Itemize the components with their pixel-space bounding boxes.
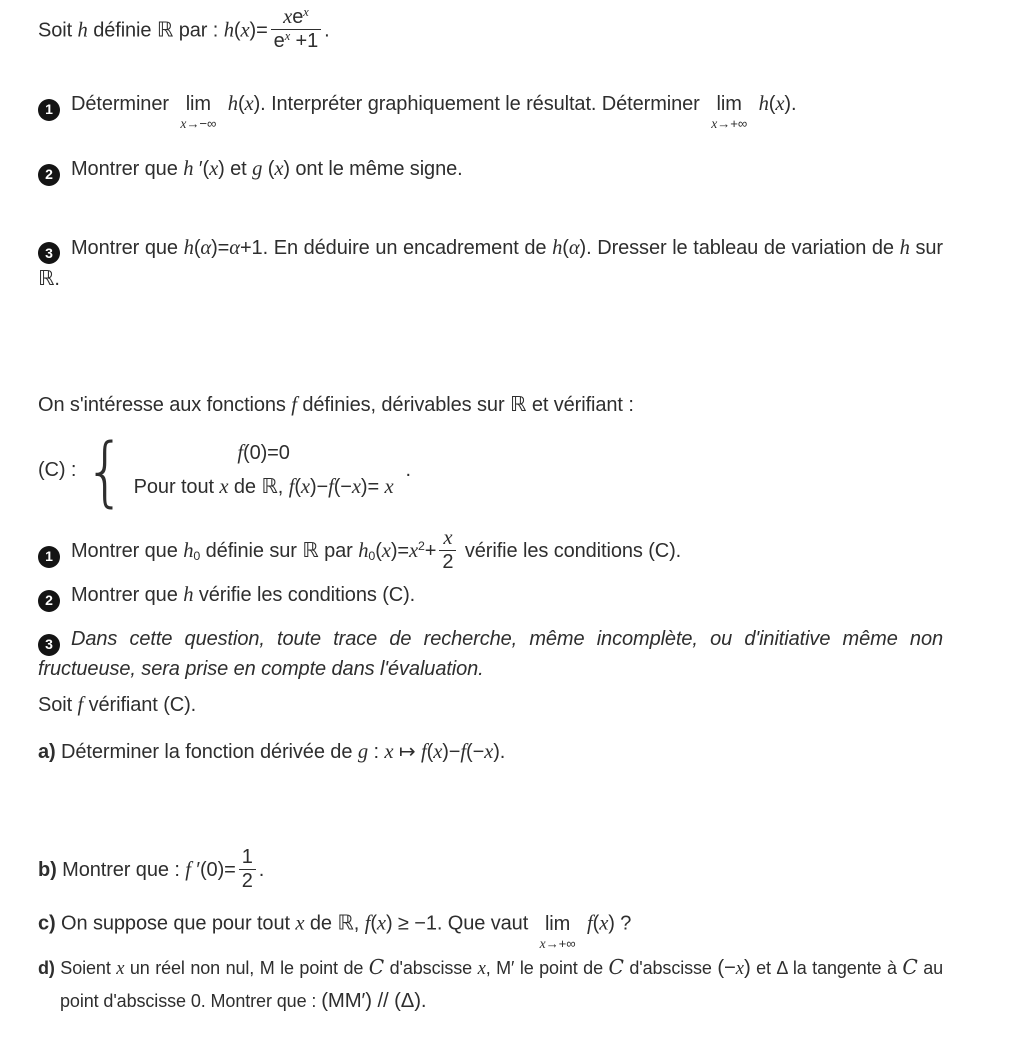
exercise-a-question-1 bbox=[38, 86, 943, 132]
limit-notation: lim x→+∞ bbox=[539, 912, 576, 951]
question-text: Montrer que h0 définie sur ℝ par $h0(x)=x^2+$ $\frac{x}{2}$ vérifie les conditions (C). bbox=[71, 526, 682, 573]
numbered-bullet-icon: 1 bbox=[38, 99, 60, 121]
numbered-bullet-icon: 1 bbox=[38, 546, 60, 568]
problem-statement: Soit h définie ℝ par : h(x)= $\frac{xe^x}{e^x +1}$ . bbox=[38, 5, 330, 53]
left-brace: { bbox=[85, 425, 127, 515]
soit-f-statement: Soit f vérifiant (C). bbox=[38, 694, 197, 717]
question-text: Montrer que h ′(x) et g (x) ont le même signe. bbox=[71, 158, 463, 181]
exercise-a-question-2 bbox=[38, 155, 943, 186]
condition-row-1: f(0)=0 bbox=[237, 442, 290, 465]
conditions-system bbox=[38, 425, 943, 515]
numbered-bullet-icon: 2 bbox=[38, 164, 60, 186]
system-label: (C) : bbox=[38, 459, 77, 482]
condition-row-2: Pour tout x de ℝ, f(x)−f(−x)= x bbox=[133, 474, 394, 499]
question-text: Déterminer lim x→−∞ h(x). Interpréter graphiquement le résultat. Déterminer lim x→+∞ h(x). bbox=[71, 93, 797, 132]
exercise-b-question-1 bbox=[38, 526, 943, 575]
question-text: Dans cette question, toute trace de recherche, même incomplète, ou d'initiative même non fructueuse, sera prise en compte dans l'évaluation. bbox=[38, 627, 943, 680]
sub-question-d: d) Soient x un réel non nul, M le point de C d'abscisse x, M′ le point de C d'abscisse (−x) et Δ la tangente à C au point d'abscisse 0. Montrer que : (MM′) // (Δ). bbox=[38, 954, 944, 1012]
sub-question-c: c) On suppose que pour tout x de ℝ, f(x) ≥ −1. Que vaut lim x→+∞ f(x) ? bbox=[38, 910, 632, 951]
numbered-bullet-icon: 3 bbox=[38, 242, 60, 264]
exercise-b-question-3 bbox=[38, 626, 943, 683]
question-text: Montrer que h vérifie les conditions (C). bbox=[71, 584, 416, 607]
system-rows bbox=[134, 442, 394, 499]
exercise-b-introduction: On s'intéresse aux fonctions f définies, dérivables sur ℝ et vérifiant : bbox=[38, 391, 634, 416]
fraction: $\frac{1}{2}$ bbox=[239, 846, 256, 892]
sub-question-b: b) Montrer que : f ′(0)= $\frac{1}{2}$ . bbox=[38, 846, 265, 892]
exercise-a-question-3 bbox=[38, 234, 943, 294]
fraction: $\frac{xe^x}{e^x +1}$ bbox=[271, 6, 322, 52]
limit-notation: lim x→−∞ bbox=[180, 93, 217, 132]
numbered-bullet-icon: 3 bbox=[38, 634, 60, 656]
limit-notation: lim x→+∞ bbox=[711, 93, 748, 132]
exercise-b-question-2 bbox=[38, 581, 943, 612]
fraction: $\frac{x}{2}$ bbox=[439, 527, 456, 573]
system-period: . bbox=[405, 459, 412, 482]
sub-question-a: a) Déterminer la fonction dérivée de g : x ↦ f(x)−f(−x). bbox=[38, 740, 506, 763]
numbered-bullet-icon: 2 bbox=[38, 590, 60, 612]
question-text: Montrer que h(α)=α+1. En déduire un encadrement de h(α). Dresser le tableau de variation de h sur ℝ. bbox=[38, 236, 943, 291]
